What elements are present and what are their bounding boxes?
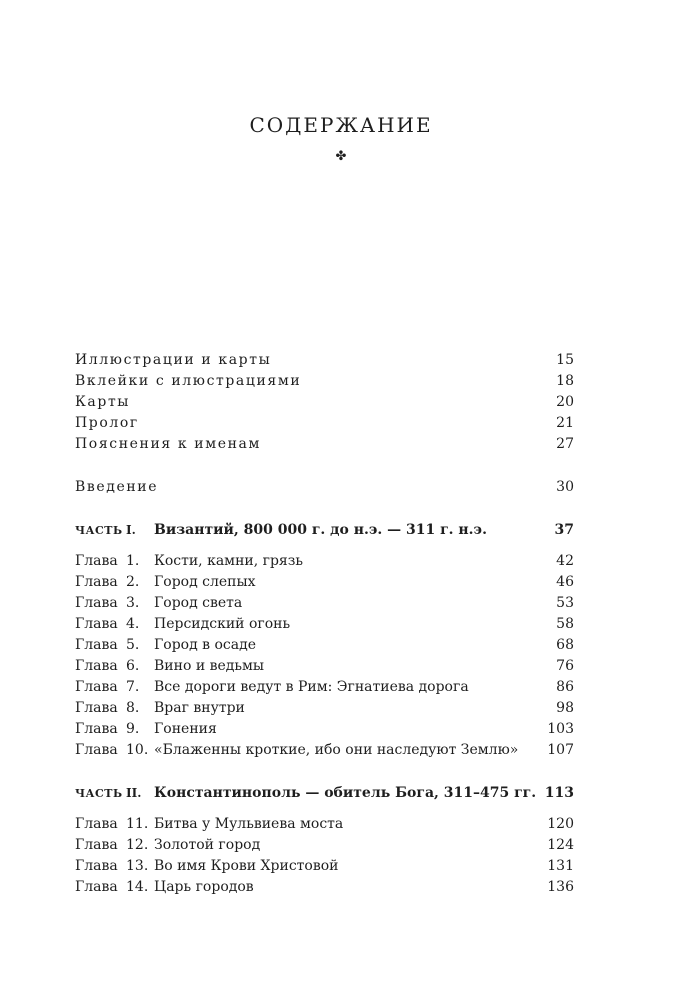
chapter-number: 13. xyxy=(126,858,149,874)
chapter-page: 124 xyxy=(547,837,574,853)
chapter-title: Во имя Крови Христовой xyxy=(154,858,339,874)
toc-entry-title: Карты xyxy=(75,394,131,410)
chapter-number: 14. xyxy=(126,879,149,895)
chapter-label: Глава xyxy=(75,837,118,853)
chapter-label: Глава xyxy=(75,721,118,737)
table-of-contents xyxy=(75,350,574,898)
toc-entry-page: 27 xyxy=(556,436,574,452)
toc-chapter[interactable] xyxy=(75,814,574,835)
toc-entry-page: 21 xyxy=(556,415,574,431)
chapter-number: 12. xyxy=(126,837,149,853)
chapter-title: Город света xyxy=(154,595,243,611)
toc-chapter[interactable] xyxy=(75,740,574,761)
chapter-label: Глава xyxy=(75,595,118,611)
page-title: СОДЕРЖАНИЕ xyxy=(249,113,433,137)
toc-entry-introduction[interactable] xyxy=(75,477,574,498)
toc-chapter[interactable] xyxy=(75,593,574,614)
toc-part-1[interactable] xyxy=(75,520,574,541)
toc-entry-page: 30 xyxy=(556,479,574,495)
toc-entry-page: 18 xyxy=(556,373,574,389)
toc-chapter[interactable] xyxy=(75,677,574,698)
chapter-number: 6. xyxy=(126,658,140,674)
chapter-page: 131 xyxy=(547,858,574,874)
toc-entry-front-matter[interactable] xyxy=(75,350,574,371)
chapter-page: 120 xyxy=(547,816,574,832)
part-page: 113 xyxy=(544,785,574,801)
toc-chapter[interactable] xyxy=(75,635,574,656)
part-page: 37 xyxy=(554,522,574,538)
toc-chapter[interactable] xyxy=(75,698,574,719)
toc-entry-title: Пролог xyxy=(75,415,139,431)
toc-chapter[interactable] xyxy=(75,719,574,740)
chapter-title: Кости, камни, грязь xyxy=(154,553,304,569)
chapter-title: Вино и ведьмы xyxy=(154,658,265,674)
toc-entry-title: Иллюстрации и карты xyxy=(75,352,272,368)
toc-entry-front-matter[interactable] xyxy=(75,434,574,455)
chapter-page: 76 xyxy=(556,658,574,674)
chapter-page: 103 xyxy=(547,721,574,737)
spacer xyxy=(75,541,574,551)
fleuron-ornament-icon: ✤ xyxy=(335,149,347,164)
chapter-page: 98 xyxy=(556,700,574,716)
spacer xyxy=(75,498,574,520)
part-number: I. xyxy=(126,523,136,537)
toc-chapter[interactable] xyxy=(75,656,574,677)
chapter-label: Глава xyxy=(75,816,118,832)
chapter-page: 42 xyxy=(556,553,574,569)
spacer xyxy=(75,804,574,814)
chapter-number: 5. xyxy=(126,637,140,653)
chapter-number: 8. xyxy=(126,700,140,716)
chapter-title: Гонения xyxy=(154,721,217,737)
chapter-page: 107 xyxy=(547,742,574,758)
toc-chapter[interactable] xyxy=(75,551,574,572)
chapter-number: 3. xyxy=(126,595,140,611)
chapter-title: Город в осаде xyxy=(154,637,257,653)
toc-entry-title: Вклейки с илюстрациями xyxy=(75,373,302,389)
chapter-page: 46 xyxy=(556,574,574,590)
part-number: II. xyxy=(126,786,142,800)
chapter-label: Глава xyxy=(75,574,118,590)
chapter-label: Глава xyxy=(75,879,118,895)
spacer xyxy=(75,761,574,783)
toc-part-2[interactable] xyxy=(75,783,574,804)
toc-chapter[interactable] xyxy=(75,877,574,898)
toc-entry-front-matter[interactable] xyxy=(75,413,574,434)
toc-entry-title: Пояснения к именам xyxy=(75,436,261,452)
chapter-label: Глава xyxy=(75,658,118,674)
chapter-label: Глава xyxy=(75,858,118,874)
chapter-number: 9. xyxy=(126,721,140,737)
toc-chapter[interactable] xyxy=(75,572,574,593)
toc-entry-page: 20 xyxy=(556,394,574,410)
toc-chapter[interactable] xyxy=(75,614,574,635)
chapter-number: 7. xyxy=(126,679,140,695)
part-title: Византий, 800 000 г. до н.э. — 311 г. н.э. xyxy=(154,522,487,538)
part-label: ЧАСТЬ xyxy=(75,787,123,800)
chapter-number: 4. xyxy=(126,616,140,632)
chapter-page: 86 xyxy=(556,679,574,695)
part-label: ЧАСТЬ xyxy=(75,524,123,537)
chapter-label: Глава xyxy=(75,616,118,632)
chapter-page: 68 xyxy=(556,637,574,653)
chapter-title: Персидский огонь xyxy=(154,616,291,632)
chapter-title: «Блаженны кроткие, ибо они наследуют Землю» xyxy=(154,742,519,758)
chapter-title: Битва у Мульвиева моста xyxy=(154,816,344,832)
part-title: Константинополь — обитель Бога, 311–475 гг. xyxy=(154,785,537,801)
toc-entry-page: 15 xyxy=(556,352,574,368)
chapter-label: Глава xyxy=(75,742,118,758)
toc-entry-title: Введение xyxy=(75,479,159,495)
chapter-title: Город слепых xyxy=(154,574,256,590)
chapter-title: Царь городов xyxy=(154,879,254,895)
chapter-page: 136 xyxy=(547,879,574,895)
chapter-number: 10. xyxy=(126,742,149,758)
chapter-title: Золотой город xyxy=(154,837,261,853)
chapter-page: 58 xyxy=(556,616,574,632)
chapter-number: 11. xyxy=(126,816,149,832)
toc-entry-front-matter[interactable] xyxy=(75,392,574,413)
toc-chapter[interactable] xyxy=(75,856,574,877)
chapter-number: 1. xyxy=(126,553,140,569)
chapter-number: 2. xyxy=(126,574,140,590)
toc-chapter[interactable] xyxy=(75,835,574,856)
toc-entry-front-matter[interactable] xyxy=(75,371,574,392)
chapter-label: Глава xyxy=(75,637,118,653)
spacer xyxy=(75,455,574,477)
chapter-title: Все дороги ведут в Рим: Эгнатиева дорога xyxy=(154,679,469,695)
chapter-label: Глава xyxy=(75,553,118,569)
chapter-label: Глава xyxy=(75,700,118,716)
chapter-title: Враг внутри xyxy=(154,700,245,716)
chapter-label: Глава xyxy=(75,679,118,695)
chapter-page: 53 xyxy=(556,595,574,611)
